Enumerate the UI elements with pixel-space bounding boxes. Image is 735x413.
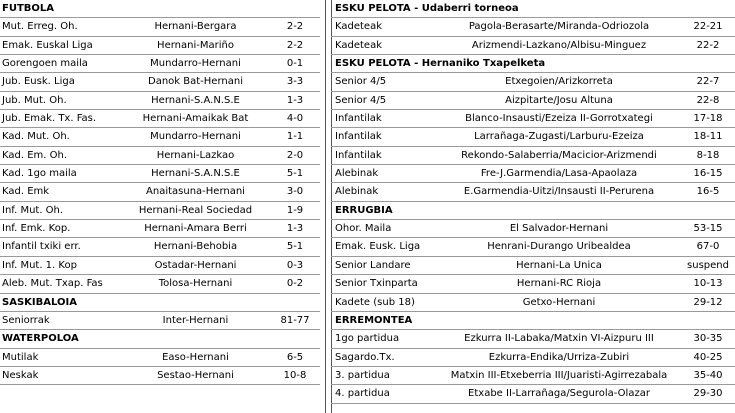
match-cell: Sestao-Hernani <box>157 369 234 381</box>
match-cell: Hernani-Mariño <box>157 39 234 51</box>
section-header <box>331 55 735 73</box>
score-cell: 22-7 <box>696 76 720 88</box>
table-row <box>331 37 735 55</box>
table-row <box>0 349 320 367</box>
match-cell: Ezkurra II-Labaka/Matxin VI-Aizpuru III <box>464 333 654 345</box>
section-title: ESKU PELOTA - Udaberri torneoa <box>335 3 519 14</box>
score-cell: 18-11 <box>693 131 723 143</box>
category-cell: Infantilak <box>335 131 382 143</box>
table-row <box>331 128 735 146</box>
category-cell: Kadeteak <box>335 21 383 33</box>
table-row <box>331 385 735 403</box>
category-cell: 1go partidua <box>335 333 400 345</box>
category-cell: Aleb. Mut. Txap. Fas <box>2 278 103 290</box>
category-cell: Kadete (sub 18) <box>335 296 415 308</box>
category-cell: Senior 4/5 <box>335 76 387 88</box>
match-cell: Hernani-Amaikak Bat <box>142 113 249 125</box>
score-cell: 3-3 <box>286 76 304 88</box>
match-cell: Hernani-La Unica <box>516 259 602 271</box>
category-cell: Mut. Erreg. Oh. <box>2 21 78 33</box>
category-cell: Alebinak <box>335 186 379 198</box>
score-cell: 81-77 <box>280 314 310 326</box>
score-cell: 17-18 <box>693 113 723 125</box>
score-cell: 22-8 <box>696 94 720 106</box>
match-cell: Anaitasuna-Hernani <box>146 186 245 198</box>
match-cell: Getxo-Hernani <box>522 296 596 308</box>
score-cell: 10-8 <box>283 369 307 381</box>
table-row <box>0 183 320 201</box>
table-row <box>0 18 320 36</box>
match-cell: Hernani-Lazkao <box>156 149 235 161</box>
table-row <box>331 73 735 91</box>
category-cell: 3. partidua <box>335 369 390 381</box>
category-cell: Kad. Emk <box>2 186 50 198</box>
score-cell: 30-35 <box>693 333 723 345</box>
match-cell: Hernani-S.A.N.S.E <box>151 168 240 180</box>
score-cell: 10-13 <box>693 278 723 290</box>
column-divider <box>325 0 326 413</box>
category-cell: Jub. Eusk. Liga <box>2 76 75 88</box>
category-cell: Infantilak <box>335 149 382 161</box>
table-row <box>0 92 320 110</box>
section-title: ESKU PELOTA - Hernaniko Txapelketa <box>335 58 546 70</box>
category-cell: Emak. Eusk. Liga <box>335 241 421 253</box>
section-header <box>331 312 735 330</box>
match-cell: Etxegoien/Arizkorreta <box>505 76 613 88</box>
table-row <box>0 110 320 128</box>
match-cell: Rekondo-Salaberria/Macicior-Arizmendi <box>461 149 657 161</box>
category-cell: Kadeteak <box>335 39 383 51</box>
score-cell: 0-3 <box>286 259 304 271</box>
category-cell: Kad. 1go maila <box>2 168 77 180</box>
match-cell: Danok Bat-Hernani <box>148 76 243 88</box>
section-header <box>331 202 735 220</box>
table-row <box>0 128 320 146</box>
score-cell: 5-1 <box>286 168 304 180</box>
table-row <box>0 165 320 183</box>
score-cell: 0-2 <box>286 278 304 290</box>
table-row <box>331 257 735 275</box>
table-row <box>0 202 320 220</box>
match-cell: Fre-J.Garmendia/Lasa-Apaolaza <box>480 168 638 180</box>
category-cell: Sagardo.Tx. <box>335 351 395 363</box>
score-cell: 0-1 <box>286 58 304 70</box>
category-cell: Seniorrak <box>2 314 50 326</box>
match-cell: Inter-Hernani <box>162 314 229 326</box>
table-row <box>0 238 320 256</box>
score-cell: 22-2 <box>696 39 720 51</box>
score-cell: 3-0 <box>286 186 304 198</box>
table-row <box>0 73 320 91</box>
score-cell: 2-2 <box>286 21 304 33</box>
category-cell: Mutilak <box>2 351 39 363</box>
category-cell: Emak. Euskal Liga <box>2 39 93 51</box>
score-cell: 29-30 <box>693 388 723 400</box>
table-row <box>331 110 735 128</box>
match-cell: El Salvador-Hernani <box>509 223 609 235</box>
section-title: ERRUGBIA <box>335 204 393 216</box>
match-cell: Hernani-Amara Berri <box>144 223 247 235</box>
category-cell: Senior Txinparta <box>335 278 418 290</box>
match-cell: Hernani-Behobia <box>153 241 238 253</box>
score-cell: 8-18 <box>696 149 720 161</box>
match-cell: E.Garmendia-Uitzi/Insausti II-Perurena <box>463 186 655 198</box>
score-cell: suspend <box>687 259 729 271</box>
table-row <box>0 55 320 73</box>
category-cell: Senior Landare <box>335 259 411 271</box>
match-cell: Hernani-Real Sociedad <box>138 204 253 216</box>
section-header <box>331 0 735 18</box>
score-cell: 1-3 <box>286 223 304 235</box>
section-header <box>0 294 320 312</box>
score-cell: 1-3 <box>286 94 304 106</box>
category-cell: Inf. Emk. Kop. <box>2 223 71 235</box>
score-cell: 1-1 <box>286 131 304 143</box>
section-header <box>0 330 320 348</box>
category-cell: Kad. Mut. Oh. <box>2 131 70 143</box>
category-cell: Alebinak <box>335 168 379 180</box>
score-cell: 53-15 <box>693 223 723 235</box>
score-cell: 35-40 <box>693 369 723 381</box>
score-cell: 67-0 <box>696 241 720 253</box>
score-cell: 1-9 <box>286 204 304 216</box>
score-cell: 2-0 <box>286 149 304 161</box>
score-cell: 22-21 <box>693 21 723 33</box>
score-cell: 4-0 <box>286 113 304 125</box>
table-row <box>331 183 735 201</box>
match-cell: Hernani-RC Rioja <box>516 278 602 290</box>
match-cell: Tolosa-Hernani <box>158 278 233 290</box>
section-title: FUTBOLA <box>2 3 55 14</box>
match-cell: Blanco-Insausti/Ezeiza II-Gorrotxategi <box>465 113 653 125</box>
category-cell: Inf. Mut. 1. Kop <box>2 259 77 271</box>
match-cell: Matxin III-Etxeberria III/Juaristi-Agirrezabala <box>450 369 668 381</box>
section-title: WATERPOLOA <box>2 333 79 345</box>
table-row <box>331 238 735 256</box>
category-cell: Infantilak <box>335 113 382 125</box>
table-row <box>331 349 735 367</box>
category-cell: Jub. Emak. Tx. Fas. <box>2 113 97 125</box>
match-cell: Etxabe II-Larrañaga/Segurola-Olazar <box>468 388 650 400</box>
match-cell: Pagola-Berasarte/Miranda-Odriozola <box>468 21 650 33</box>
match-cell: Henrani-Durango Uribealdea <box>487 241 631 253</box>
table-row <box>0 275 320 293</box>
match-cell: Hernani-S.A.N.S.E <box>151 94 240 106</box>
table-row <box>331 165 735 183</box>
table-row <box>0 147 320 165</box>
table-row <box>0 367 320 385</box>
score-cell: 5-1 <box>286 241 304 253</box>
table-row <box>331 275 735 293</box>
match-cell: Hernani-Bergara <box>154 21 237 33</box>
section-title: ERREMONTEA <box>335 314 413 326</box>
right-results-column <box>331 0 735 404</box>
match-cell: Aizpitarte/Josu Altuna <box>505 94 613 106</box>
category-cell: Senior 4/5 <box>335 94 387 106</box>
category-cell: Inf. Mut. Oh. <box>2 204 64 216</box>
category-cell: Jub. Mut. Oh. <box>2 94 67 106</box>
table-row <box>331 294 735 312</box>
match-cell: Easo-Hernani <box>162 351 229 363</box>
category-cell: 4. partidua <box>335 388 390 400</box>
score-cell: 29-12 <box>693 296 723 308</box>
section-header <box>0 0 320 18</box>
score-cell: 16-15 <box>693 168 723 180</box>
score-cell: 6-5 <box>286 351 304 363</box>
table-row <box>0 220 320 238</box>
match-cell: Ezkurra-Endika/Urriza-Zubiri <box>488 351 630 363</box>
section-title: SASKIBALOIA <box>2 296 77 308</box>
score-cell: 16-5 <box>696 186 720 198</box>
score-cell: 40-25 <box>693 351 723 363</box>
table-row <box>331 92 735 110</box>
left-results-column <box>0 0 320 385</box>
match-cell: Arizmendi-Lazkano/Albisu-Minguez <box>471 39 647 51</box>
match-cell: Larrañaga-Zugasti/Larburu-Ezeiza <box>474 131 644 143</box>
table-row <box>331 147 735 165</box>
match-cell: Ostadar-Hernani <box>154 259 237 271</box>
table-row <box>0 312 320 330</box>
match-cell: Mundarro-Hernani <box>150 131 241 143</box>
category-cell: Gorengoen maila <box>2 58 88 70</box>
table-row <box>331 330 735 348</box>
category-cell: Neskak <box>2 369 39 381</box>
category-cell: Infantil txiki err. <box>2 241 81 253</box>
table-row <box>331 18 735 36</box>
table-row <box>331 367 735 385</box>
table-row <box>331 220 735 238</box>
table-row <box>0 257 320 275</box>
score-cell: 2-2 <box>286 39 304 51</box>
match-cell: Mundarro-Hernani <box>150 58 241 70</box>
category-cell: Kad. Em. Oh. <box>2 149 68 161</box>
table-row <box>0 37 320 55</box>
category-cell: Ohor. Maila <box>335 223 392 235</box>
